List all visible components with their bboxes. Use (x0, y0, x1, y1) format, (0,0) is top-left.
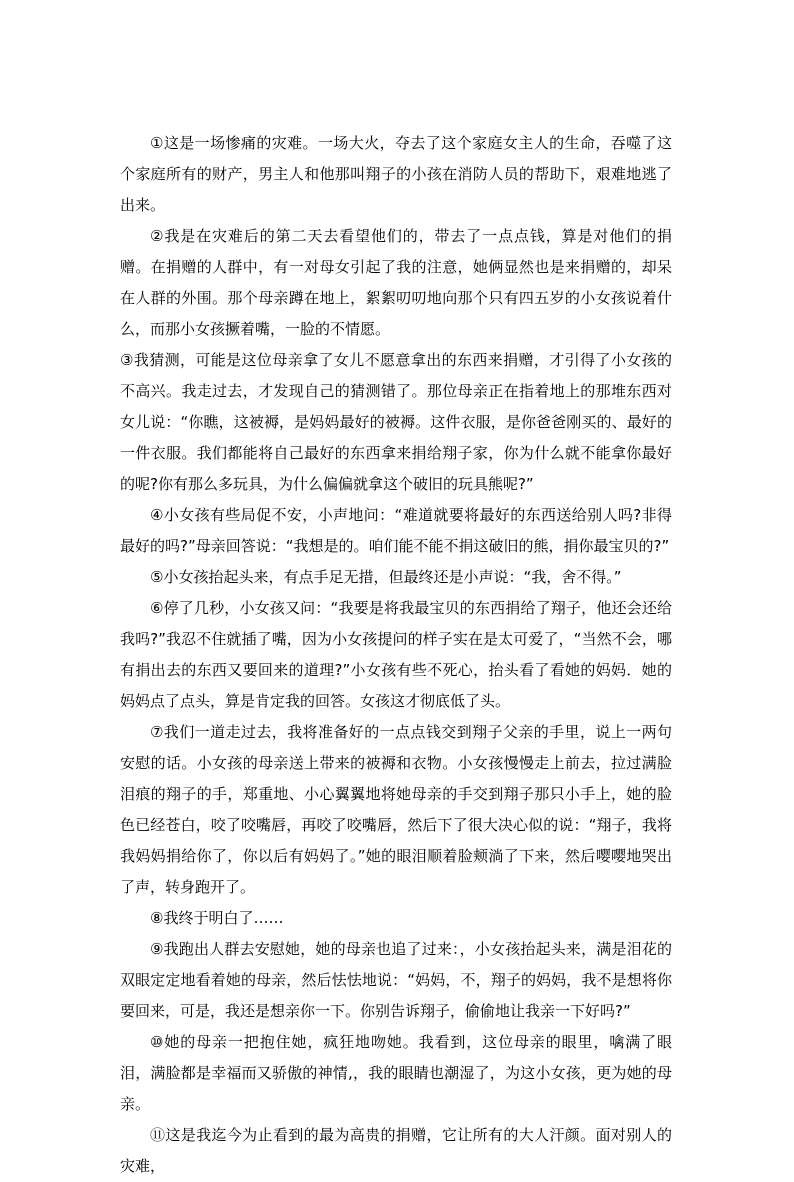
paragraph-1: ①这是一场惨痛的灾难。一场大火，夺去了这个家庭女主人的生命，吞噬了这个家庭所有的财产，男主人和他那叫翔子的小孩在消防人员的帮助下，艰难地逃了出来。 (120, 134, 672, 214)
paragraph-4: ④小女孩有些局促不安，小声地问：“难道就要将最好的东西送给别人吗?非得最好的吗?”母亲回答说：“我想是的。咱们能不能不捐这破旧的熊，捐你最宝贝的?” (120, 506, 672, 555)
paragraph-8: ⑧我终于明白了…… (150, 909, 284, 927)
paragraph-5: ⑤小女孩抬起头来，有点手足无措，但最终还是小声说：“我，舍不得。” (150, 568, 622, 586)
paragraph-3: ③我猜测，可能是这位母亲拿了女儿不愿意拿出的东西来捐赠，才引得了小女孩的不高兴。我走过去，才发现自己的猜测错了。那位母亲正在指着地上的那堆东西对女儿说：“你瞧，这被褥，是妈妈最好的被褥。这件衣服，是你爸爸刚买的、最好的一件衣服。我们都能将自己最好的东西拿来捐给翔子家，你为什么就不能拿你最好的呢?你有那么多玩具，为什么偏偏就拿这个破旧的玩具熊呢?” (120, 351, 672, 493)
paragraph-7: ⑦我们一道走过去，我将准备好的一点点钱交到翔子父亲的手里，说上一两句安慰的话。小女孩的母亲送上带来的被褥和衣物。小女孩慢慢走上前去，拉过满脸泪痕的翔子的手，郑重地、小心翼翼地将她母亲的手交到翔子那只小手上，她的脸色已经苍白，咬了咬嘴唇，再咬了咬嘴唇，然后下了很大决心似的说：“翔子，我将我妈妈捐给你了，你以后有妈妈了。”她的眼泪顺着脸颊淌了下来，然后嘤嘤地哭出了声，转身跑开了。 (120, 723, 672, 896)
paragraph-10: ⑩她的母亲一把抱住她，疯狂地吻她。我看到，这位母亲的眼里，噙满了眼泪，满脸都是幸福而又骄傲的神情,，我的眼睛也潮湿了，为这小女孩，更为她的母亲。 (120, 1033, 672, 1113)
paragraph-11: ⑪这是我迄今为止看到的最为高贵的捐赠，它让所有的大人汗颜。面对别人的灾难， (120, 1126, 672, 1175)
document-body (120, 128, 672, 1182)
paragraph-9: ⑨我跑出人群去安慰她，她的母亲也追了过来：，小女孩抬起头来，满是泪花的双眼定定地看着她的母亲，然后怯怯地说：“妈妈，不，翔子的妈妈，我不是想将你要回来，可是，我还是想亲你一下。你别告诉翔子，偷偷地让我亲一下好吗?” (120, 940, 672, 1020)
paragraph-2: ②我是在灾难后的第二天去看望他们的，带去了一点点钱，算是对他们的捐赠。在捐赠的人群中，有一对母女引起了我的注意，她俩显然也是来捐赠的，却呆在人群的外围。那个母亲蹲在地上，絮絮叨叨地向那个只有四五岁的小女孩说着什么，而那小女孩撅着嘴，一脸的不情愿。 (120, 227, 672, 338)
paragraph-6: ⑥停了几秒，小女孩又问：“我要是将我最宝贝的东西捐给了翔子，他还会还给我吗?”我忍不住就插了嘴，因为小女孩提问的样子实在是太可爱了，“当然不会，哪有捐出去的东西又要回来的道理?”小女孩有些不死心，抬头看了看她的妈妈．她的妈妈点了点头，算是肯定我的回答。女孩这才彻底低了头。 (120, 599, 672, 710)
